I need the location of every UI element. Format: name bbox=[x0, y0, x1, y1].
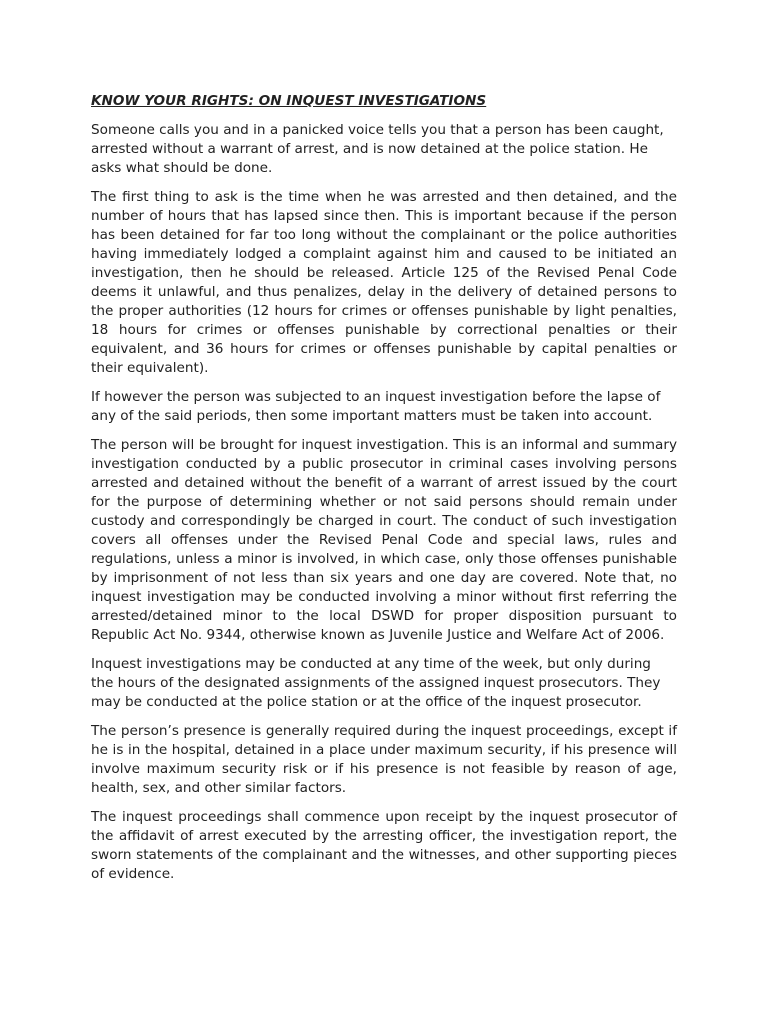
paragraph-5: Inquest investigations may be conducted at any time of the week, but only during the hours of the designated assignments of the assigned inquest prosecutors. They may be conducted at the police station or at the office of the inquest prosecutor. bbox=[91, 656, 661, 710]
paragraph-4: The person will be brought for inquest investigation. This is an informal and summary investigation conducted by a public prosecutor in criminal cases involving persons arrested and detained without the benefit of a warrant of arrest issued by the court for the purpose of determining whether or not said persons should remain under custody and correspondingly be charged in court. The conduct of such investigation covers all offenses under the Revised Penal Code and special laws, rules and regulations, unless a minor is involved, in which case, only those offenses punishable by imprisonment of not less than six years and one day are covered. Note that, no inquest investigation may be conducted involving a minor without first referring the arrested/detained minor to the local DSWD for proper disposition pursuant to Republic Act No. 9344, otherwise known as Juvenile Justice and Welfare Act of 2006. bbox=[91, 437, 677, 643]
document-title: KNOW YOUR RIGHTS: ON INQUEST INVESTIGATIONS bbox=[91, 93, 487, 109]
paragraph-6: The person’s presence is generally required during the inquest proceedings, except if he is in the hospital, detained in a place under maximum security, if his presence will involve maximum security risk or if his presence is not feasible by reason of age, health, sex, and other similar factors. bbox=[91, 723, 677, 796]
document-body bbox=[91, 92, 677, 894]
paragraph-1: Someone calls you and in a panicked voice tells you that a person has been caught, arrested without a warrant of arrest, and is now detained at the police station. He asks what should be done. bbox=[91, 122, 664, 176]
paragraph-3: If however the person was subjected to an inquest investigation before the lapse of any of the said periods, then some important matters must be taken into account. bbox=[91, 389, 661, 424]
paragraph-2: The first thing to ask is the time when he was arrested and then detained, and the number of hours that has lapsed since then. This is important because if the person has been detained for far too long without the complainant or the police authorities having immediately lodged a complaint against him and caused to be initiated an investigation, then he should be released. Article 125 of the Revised Penal Code deems it unlawful, and thus penalizes, delay in the delivery of detained persons to the proper authorities (12 hours for crimes or offenses punishable by light penalties, 18 hours for crimes or offenses punishable by correctional penalties or their equivalent, and 36 hours for crimes or offenses punishable by capital penalties or their equivalent). bbox=[91, 189, 677, 376]
paragraph-7: The inquest proceedings shall commence upon receipt by the inquest prosecutor of the affidavit of arrest executed by the arresting officer, the investigation report, the sworn statements of the complainant and the witnesses, and other supporting pieces of evidence. bbox=[91, 809, 677, 882]
